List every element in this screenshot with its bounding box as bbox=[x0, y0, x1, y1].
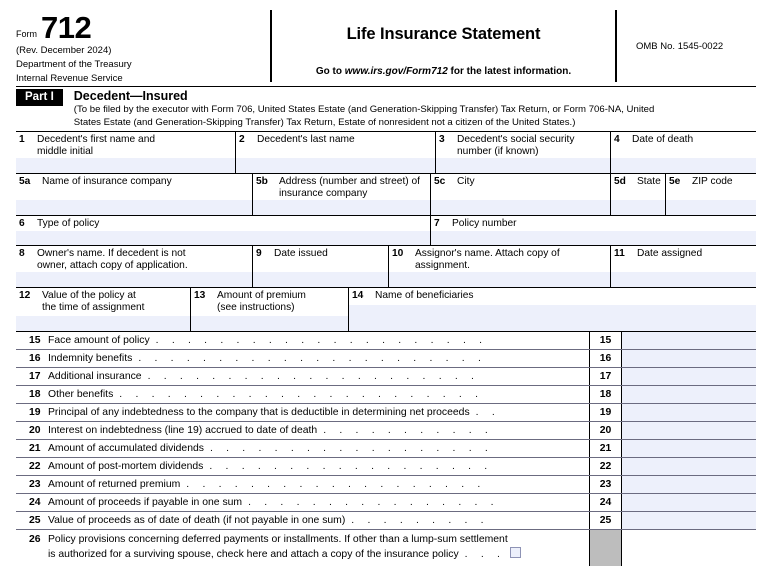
line-box-number: 19 bbox=[589, 404, 622, 421]
field-cell-7[interactable] bbox=[430, 216, 756, 245]
field-2-number: 2 bbox=[239, 134, 245, 146]
line-description bbox=[45, 512, 589, 529]
line-item-row bbox=[16, 512, 756, 530]
line-amount-input[interactable] bbox=[622, 368, 756, 385]
field-cell-8[interactable] bbox=[16, 246, 252, 287]
line-number: 15 bbox=[29, 335, 41, 347]
field-cell-3[interactable] bbox=[435, 132, 610, 173]
field-5d-label: State bbox=[637, 176, 661, 188]
line-description-text: Amount of post-mortem dividends bbox=[48, 461, 204, 473]
line-item-row bbox=[16, 476, 756, 494]
field-3-input[interactable] bbox=[436, 158, 610, 173]
leader-dots: . . . . . . . . . . . . . . . . . . bbox=[209, 461, 493, 473]
field-13-label-line1: Amount of premium bbox=[217, 290, 306, 302]
field-5b-label-line2: insurance company bbox=[279, 188, 368, 200]
field-11-label: Date assigned bbox=[637, 248, 703, 260]
field-12-label-line2: the time of assignment bbox=[42, 302, 145, 314]
field-14-label: Name of beneficiaries bbox=[375, 290, 474, 302]
leader-dots: . . . . . . . . . . . . . . . . . . . . . . bbox=[138, 353, 487, 365]
field-10-number: 10 bbox=[392, 248, 404, 260]
form-header bbox=[16, 10, 756, 82]
leader-dots: . . . . . . . . . . . . . . . . . . . . . bbox=[147, 371, 480, 383]
field-14-number: 14 bbox=[352, 290, 364, 302]
line-description bbox=[45, 422, 589, 439]
field-12-input[interactable] bbox=[16, 316, 190, 331]
field-8-label-line1: Owner's name. If decedent is not bbox=[37, 248, 186, 260]
field-8-input[interactable] bbox=[16, 272, 252, 287]
field-2-input[interactable] bbox=[236, 158, 435, 173]
field-5c-label: City bbox=[457, 176, 475, 188]
line-description-text: Amount of accumulated dividends bbox=[48, 443, 204, 455]
field-5c-input[interactable] bbox=[431, 200, 610, 215]
part-i-instructions-line1: (To be filed by the executor with Form 706, United States Estate (and Generation-Skipping Transfer) Tax Return, or Form 706-NA, United bbox=[73, 104, 655, 115]
field-13-number: 13 bbox=[194, 290, 206, 302]
line-item-row bbox=[16, 368, 756, 386]
form-712-page bbox=[0, 10, 770, 561]
header-title-block bbox=[272, 10, 615, 82]
field-cell-13[interactable] bbox=[190, 288, 348, 331]
line-26-blank-cell bbox=[622, 530, 756, 566]
field-5e-input[interactable] bbox=[666, 200, 756, 215]
omb-number: OMB No. 1545-0022 bbox=[636, 41, 724, 52]
field-1-number: 1 bbox=[19, 134, 25, 146]
line-description bbox=[45, 386, 589, 403]
line-item-row bbox=[16, 422, 756, 440]
line-amount-input[interactable] bbox=[622, 404, 756, 421]
line-description bbox=[45, 494, 589, 511]
line-amount-input[interactable] bbox=[622, 494, 756, 511]
field-cell-5e[interactable] bbox=[665, 174, 756, 215]
field-cell-12[interactable] bbox=[16, 288, 190, 331]
goto-url-line bbox=[272, 66, 615, 77]
line-box-number: 20 bbox=[589, 422, 622, 439]
field-14-input[interactable] bbox=[349, 305, 756, 331]
line-number: 24 bbox=[29, 497, 41, 509]
leader-dots: . . . . . . . . . . . . . . . . . . . bbox=[186, 479, 486, 491]
line-amount-input[interactable] bbox=[622, 476, 756, 493]
line-number: 22 bbox=[29, 461, 41, 473]
field-4-input[interactable] bbox=[611, 158, 756, 173]
line-item-row bbox=[16, 332, 756, 350]
field-cell-1[interactable] bbox=[16, 132, 235, 173]
field-4-number: 4 bbox=[614, 134, 620, 146]
line-description bbox=[45, 458, 589, 475]
line-description-text: Amount of proceeds if payable in one sum bbox=[48, 497, 243, 509]
part-i-tag: Part I bbox=[16, 89, 63, 106]
field-7-label: Policy number bbox=[452, 218, 517, 230]
line-amount-input[interactable] bbox=[622, 458, 756, 475]
field-6-input[interactable] bbox=[16, 231, 430, 245]
field-8-number: 8 bbox=[19, 248, 25, 260]
line-box-number: 23 bbox=[589, 476, 622, 493]
field-grid bbox=[16, 131, 756, 331]
line-number: 21 bbox=[29, 443, 41, 455]
form-word-label: Form bbox=[16, 29, 37, 39]
line-number: 20 bbox=[29, 425, 41, 437]
line-26-text-line2: is authorized for a surviving spouse, check here and attach a copy of the insurance policy bbox=[48, 549, 459, 561]
leader-dots: . . . . . . . . . . . . . . . . . . . . . bbox=[155, 335, 488, 347]
field-cell-5d[interactable] bbox=[610, 174, 665, 215]
line-box-number: 16 bbox=[589, 350, 622, 367]
page-title: Life Insurance Statement bbox=[346, 25, 541, 43]
field-8-label-line2: owner, attach copy of application. bbox=[37, 260, 188, 272]
line-item-row bbox=[16, 386, 756, 404]
line-amount-input[interactable] bbox=[622, 512, 756, 529]
field-10-label-line2: assignment. bbox=[415, 260, 470, 272]
line-description bbox=[45, 404, 589, 421]
field-cell-5b[interactable] bbox=[252, 174, 430, 215]
field-13-label-line2: (see instructions) bbox=[217, 302, 295, 314]
field-6-number: 6 bbox=[19, 218, 25, 230]
field-12-number: 12 bbox=[19, 290, 31, 302]
part-i-title: Decedent—Insured bbox=[73, 89, 188, 103]
line-box-number: 18 bbox=[589, 386, 622, 403]
leader-dots: . . . . . . . . . . . bbox=[323, 425, 494, 437]
goto-prefix: Go to bbox=[315, 66, 345, 77]
field-5b-number: 5b bbox=[256, 176, 268, 188]
irs-form-url[interactable]: www.irs.gov/Form712 bbox=[344, 66, 448, 77]
field-3-number: 3 bbox=[439, 134, 445, 146]
field-cell-4[interactable] bbox=[610, 132, 756, 173]
field-10-label-line1: Assignor's name. Attach copy of bbox=[415, 248, 560, 260]
field-1-input[interactable] bbox=[16, 158, 235, 173]
field-7-input[interactable] bbox=[431, 231, 756, 245]
line-item-row bbox=[16, 494, 756, 512]
line-item-row bbox=[16, 350, 756, 368]
issuing-department-line1: Department of the Treasury bbox=[16, 59, 132, 70]
line-number: 26 bbox=[29, 534, 41, 546]
line-description-text: Additional insurance bbox=[48, 371, 142, 383]
line-number: 23 bbox=[29, 479, 41, 491]
numbered-lines-section bbox=[16, 331, 756, 566]
line-box-number: 15 bbox=[589, 332, 622, 349]
field-5d-input[interactable] bbox=[611, 200, 665, 215]
line-description-text: Principal of any indebtedness to the company that is deductible in determining net proceeds bbox=[48, 407, 470, 419]
field-row-8-11 bbox=[16, 245, 756, 287]
field-5a-input[interactable] bbox=[16, 200, 252, 215]
line-number: 16 bbox=[29, 353, 41, 365]
line-box-number: 24 bbox=[589, 494, 622, 511]
line-description bbox=[45, 530, 589, 566]
field-4-label: Date of death bbox=[632, 134, 694, 146]
field-2-label: Decedent's last name bbox=[257, 134, 355, 146]
goto-suffix: for the latest information. bbox=[447, 66, 572, 77]
field-9-label: Date issued bbox=[274, 248, 328, 260]
field-5c-number: 5c bbox=[434, 176, 446, 188]
line-description bbox=[45, 332, 589, 349]
line-box-number: 21 bbox=[589, 440, 622, 457]
field-5a-label: Name of insurance company bbox=[42, 176, 172, 188]
field-1-label-line2: middle initial bbox=[37, 146, 94, 158]
line-description-text: Amount of returned premium bbox=[48, 479, 181, 491]
line-description-text: Value of proceeds as of date of death (if not payable in one sum) bbox=[48, 515, 346, 527]
field-cell-5c[interactable] bbox=[430, 174, 610, 215]
line-item-row bbox=[16, 404, 756, 422]
field-row-1 bbox=[16, 131, 756, 173]
leader-dots: . . . . . . . . . . . . . . . . . . . . . . . bbox=[119, 389, 484, 401]
field-cell-6[interactable] bbox=[16, 216, 430, 245]
line-description-text: Other benefits bbox=[48, 389, 114, 401]
part-i-header bbox=[16, 86, 756, 128]
line-description-text: Interest on indebtedness (line 19) accrued to date of death bbox=[48, 425, 318, 437]
field-row-12-14 bbox=[16, 287, 756, 331]
line-26-text-line1: Policy provisions concerning deferred payments or installments. If other than a lump-sum settlement bbox=[48, 534, 508, 546]
line-description-text: Indemnity benefits bbox=[48, 353, 133, 365]
field-cell-11[interactable] bbox=[610, 246, 756, 287]
line-amount-input[interactable] bbox=[622, 422, 756, 439]
field-10-input[interactable] bbox=[389, 272, 610, 287]
field-3-label-line1: Decedent's social security bbox=[457, 134, 575, 146]
line-box-number: 17 bbox=[589, 368, 622, 385]
line-box-number: 22 bbox=[589, 458, 622, 475]
field-5a-number: 5a bbox=[19, 176, 31, 188]
field-11-input[interactable] bbox=[611, 272, 756, 287]
form-number: 712 bbox=[41, 10, 92, 45]
field-cell-5a[interactable] bbox=[16, 174, 252, 215]
line-amount-input[interactable] bbox=[622, 386, 756, 403]
field-13-input[interactable] bbox=[191, 316, 348, 331]
line-description-text: Face amount of policy bbox=[48, 335, 150, 347]
form-number-row bbox=[16, 10, 270, 43]
header-form-identity bbox=[16, 10, 272, 82]
line-amount-input[interactable] bbox=[622, 350, 756, 367]
field-11-number: 11 bbox=[614, 248, 625, 260]
part-i-instructions-line2: States Estate (and Generation-Skipping Transfer) Tax Return, Estate of nonresident not a citizen of the United States.) bbox=[73, 116, 576, 128]
field-3-label-line2: number (if known) bbox=[457, 146, 539, 158]
line-26-checkbox[interactable] bbox=[510, 547, 521, 558]
leader-dots: . . . . . . . . . bbox=[351, 515, 489, 527]
field-row-5 bbox=[16, 173, 756, 215]
part-i-body bbox=[74, 89, 756, 128]
line-number: 25 bbox=[29, 515, 41, 527]
field-9-input[interactable] bbox=[253, 272, 388, 287]
field-cell-10[interactable] bbox=[388, 246, 610, 287]
field-cell-2[interactable] bbox=[235, 132, 435, 173]
line-box-number: 25 bbox=[589, 512, 622, 529]
field-5b-label-line1: Address (number and street) of bbox=[279, 176, 420, 188]
line-item-row bbox=[16, 440, 756, 458]
line-description bbox=[45, 368, 589, 385]
field-9-number: 9 bbox=[256, 248, 262, 260]
field-cell-9[interactable] bbox=[252, 246, 388, 287]
line-description bbox=[45, 476, 589, 493]
shaded-no-entry-cell bbox=[589, 530, 622, 566]
line-number: 19 bbox=[29, 407, 41, 419]
form-revision-date: (Rev. December 2024) bbox=[16, 45, 112, 56]
field-7-number: 7 bbox=[434, 218, 440, 230]
line-item-row-26 bbox=[16, 530, 756, 566]
field-cell-14[interactable] bbox=[348, 288, 756, 331]
leader-dots: . . . . . . . . . . . . . . . . . . bbox=[209, 443, 493, 455]
leader-dots: . . . bbox=[464, 549, 506, 561]
header-omb-block bbox=[615, 10, 756, 82]
line-number: 17 bbox=[29, 371, 41, 383]
line-description bbox=[45, 440, 589, 457]
line-item-row bbox=[16, 458, 756, 476]
line-description bbox=[45, 350, 589, 367]
field-1-label-line1: Decedent's first name and bbox=[37, 134, 156, 146]
line-amount-input[interactable] bbox=[622, 332, 756, 349]
leader-dots: . . bbox=[475, 407, 500, 419]
field-5d-number: 5d bbox=[614, 176, 626, 188]
field-6-label: Type of policy bbox=[37, 218, 100, 230]
line-number: 18 bbox=[29, 389, 41, 401]
issuing-department-line2: Internal Revenue Service bbox=[16, 72, 123, 84]
line-amount-input[interactable] bbox=[622, 440, 756, 457]
field-5b-input[interactable] bbox=[253, 200, 430, 215]
field-5e-number: 5e bbox=[669, 176, 681, 188]
leader-dots: . . . . . . . . . . . . . . . . bbox=[248, 497, 499, 509]
field-5e-label: ZIP code bbox=[692, 176, 733, 188]
field-row-6-7 bbox=[16, 215, 756, 245]
field-12-label-line1: Value of the policy at bbox=[42, 290, 136, 302]
